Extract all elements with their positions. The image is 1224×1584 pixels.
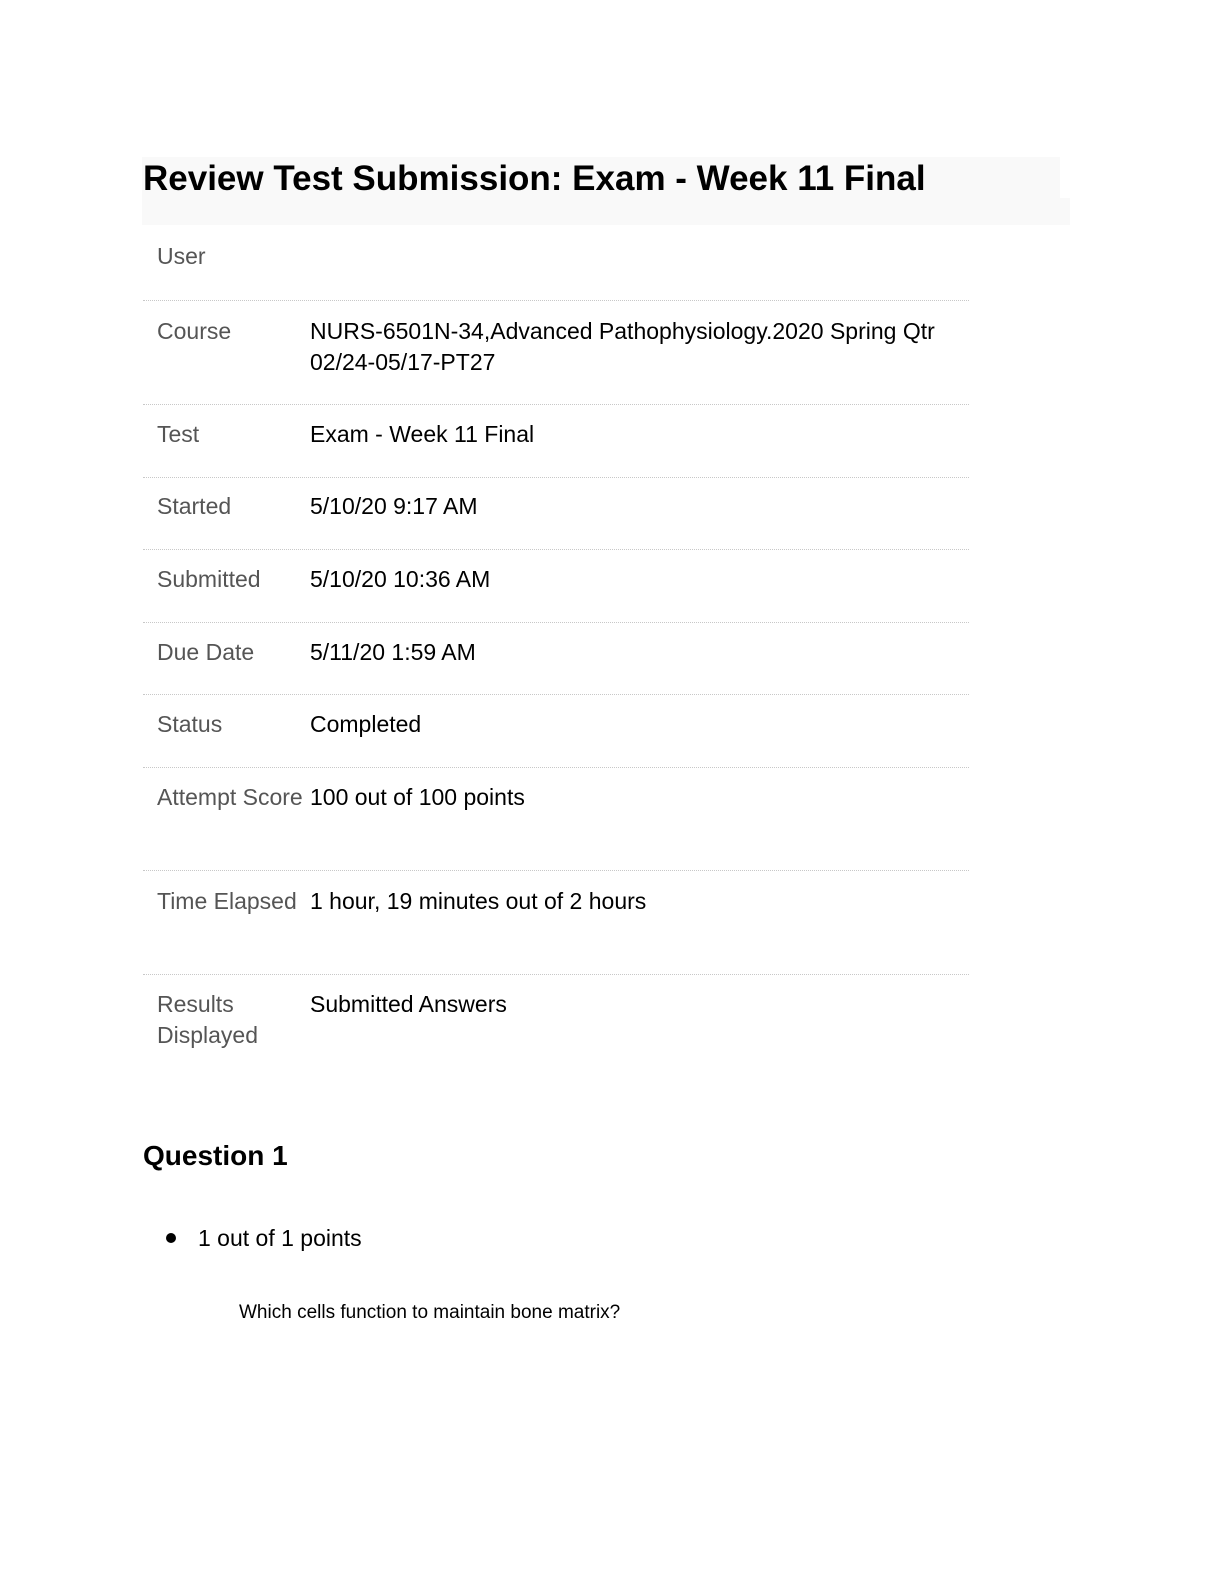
- detail-label-test: Test: [157, 421, 200, 447]
- detail-label-user: User: [157, 243, 206, 269]
- detail-row-course: [143, 301, 969, 405]
- detail-label-started: Started: [157, 493, 232, 519]
- detail-label-results-displayed: Results Displayed: [157, 991, 258, 1048]
- detail-row-user: [143, 226, 969, 301]
- detail-row-time-elapsed: [143, 871, 969, 975]
- detail-row-attempt-score: [143, 768, 969, 871]
- detail-row-status: [143, 695, 969, 768]
- question-points: 1 out of 1 points: [198, 1225, 362, 1251]
- detail-label-submitted: Submitted: [157, 566, 261, 592]
- detail-label-attempt-score: Attempt Score: [157, 784, 303, 810]
- detail-label-status: Status: [157, 711, 223, 737]
- detail-row-test: [143, 405, 969, 478]
- detail-row-due-date: [143, 623, 969, 695]
- question-points-list: [160, 1223, 362, 1253]
- detail-label-time-elapsed: Time Elapsed: [157, 888, 297, 914]
- detail-value-started: 5/10/20 9:17 AM: [310, 493, 478, 519]
- list-item: [160, 1223, 362, 1253]
- detail-row-submitted: [143, 550, 969, 623]
- page-title: Review Test Submission: Exam - Week 11 Final: [143, 159, 926, 198]
- detail-value-due-date: 5/11/20 1:59 AM: [310, 639, 476, 665]
- detail-value-status: Completed: [310, 711, 422, 737]
- detail-value-user: [310, 241, 969, 300]
- detail-value-attempt-score: 100 out of 100 points: [310, 784, 525, 810]
- detail-row-started: [143, 478, 969, 550]
- submission-details-table: [143, 226, 969, 1065]
- bullet-icon: [166, 1233, 176, 1243]
- detail-value-test: Exam - Week 11 Final: [310, 421, 535, 447]
- detail-label-due-date: Due Date: [157, 639, 255, 665]
- question-text: Which cells function to maintain bone matrix?: [239, 1302, 621, 1323]
- question-heading: Question 1: [143, 1140, 288, 1171]
- detail-value-time-elapsed: 1 hour, 19 minutes out of 2 hours: [310, 888, 647, 914]
- detail-label-course: Course: [157, 318, 232, 344]
- detail-value-results-displayed: Submitted Answers: [310, 991, 507, 1017]
- title-background-extension: [142, 198, 1070, 225]
- detail-row-results-displayed: [143, 975, 969, 1065]
- detail-value-submitted: 5/10/20 10:36 AM: [310, 566, 491, 592]
- detail-value-course: NURS-6501N-34,Advanced Pathophysiology.2020 Spring Qtr 02/24-05/17-PT27: [310, 318, 935, 375]
